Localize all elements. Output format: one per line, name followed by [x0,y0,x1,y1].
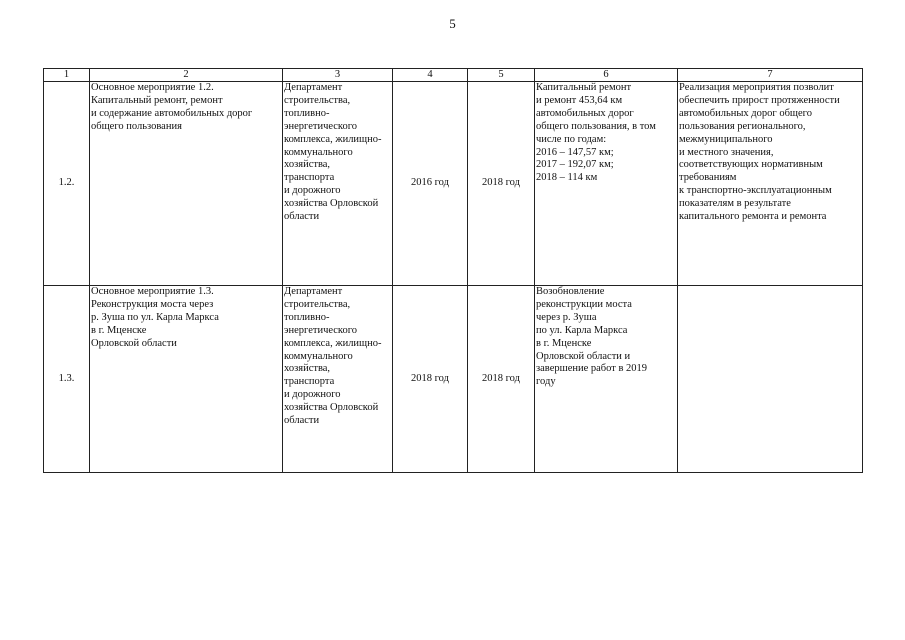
table-header-row [44,69,863,82]
page-number: 5 [449,16,456,31]
column-header: 4 [393,69,468,82]
program-table [43,68,863,473]
executor: Департамент строительства, топливно- энергетического комплекса, жилищно- коммунального хозяйства, транспорта и дорожного хозяйства Орловской области [283,286,393,473]
expected-result: Возобновление реконструкции моста через р. Зуша по ул. Карла Маркса в г. Мценске Орловской области и завершение работ в 2019 году [535,286,678,473]
column-header: 7 [678,69,863,82]
table-row [44,82,863,286]
event-name: Основное мероприятие 1.3. Реконструкция моста через р. Зуша по ул. Карла Маркса в г. Мценске Орловской области [90,286,283,473]
expected-result: Капитальный ремонт и ремонт 453,64 км автомобильных дорог общего пользования, в том числе по годам: 2016 – 147,57 км; 2017 – 192,07 км; 2018 – 114 км [535,82,678,286]
table-row [44,286,863,473]
row-number: 1.3. [44,286,90,473]
executor: Департамент строительства, топливно- энергетического комплекса, жилищно- коммунального хозяйства, транспорта и дорожного хозяйства Орловской области [283,82,393,286]
end-year: 2018 год [468,286,535,473]
column-header: 6 [535,69,678,82]
start-year: 2018 год [393,286,468,473]
indicator-link: Реализация мероприятия позволит обеспечить прирост протяженности автомобильных дорог общего пользования регионального, межмуниципального и местного значения, соответствующих нормативным требованиям к транспортно-эксплуатационным показателям в результате капитального ремонта и ремонта [678,82,863,286]
column-header: 5 [468,69,535,82]
row-number: 1.2. [44,82,90,286]
column-header: 2 [90,69,283,82]
end-year: 2018 год [468,82,535,286]
start-year: 2016 год [393,82,468,286]
column-header: 3 [283,69,393,82]
column-header: 1 [44,69,90,82]
indicator-link [678,286,863,473]
event-name: Основное мероприятие 1.2. Капитальный ремонт, ремонт и содержание автомобильных дорог общего пользования [90,82,283,286]
